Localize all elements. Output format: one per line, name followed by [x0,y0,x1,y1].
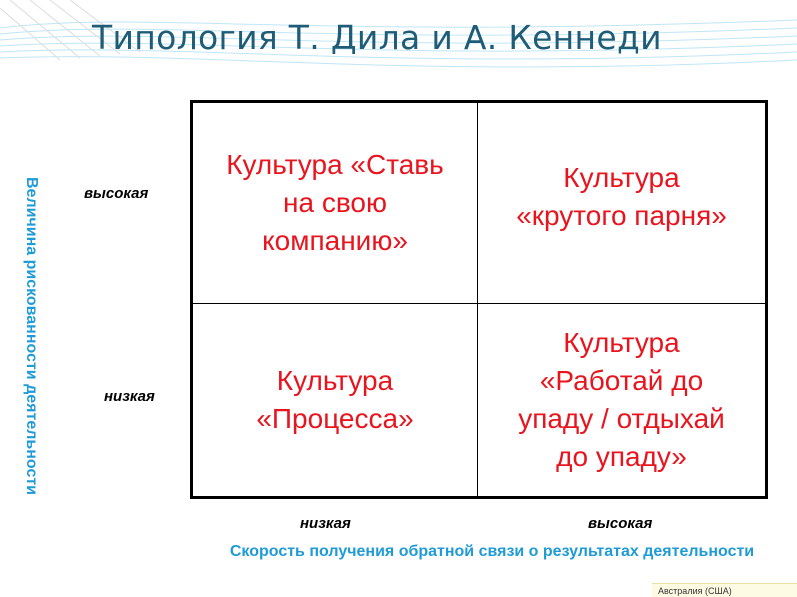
x-axis-title: Скорость получения обратной связи о результатах деятельности [229,543,755,560]
page-title: Типология Т. Дила и А. Кеннеди [92,18,662,57]
quadrant-bet-your-company [193,103,477,303]
quadrant-tough-guy [478,103,765,303]
quadrant-line: «Работай до [539,365,704,396]
quadrant-line: «Процесса» [256,403,414,434]
quadrant-line: Культура [276,365,394,396]
quadrant-line: до упаду» [556,441,687,472]
x-label-low: низкая [300,515,351,532]
typology-matrix [190,100,768,499]
y-label-high: высокая [84,185,149,202]
quadrant-line: Культура [563,162,680,193]
quadrant-line: на свою [283,187,387,218]
quadrant-line: Культура [563,327,680,358]
y-label-low: низкая [104,388,155,405]
quadrant-line: «крутого парня» [516,200,727,231]
quadrant-process [193,304,477,496]
quadrant-line: компанию» [262,225,408,256]
quadrant-line: Культура «Ставь [226,149,444,180]
y-axis-title: Величина рискованности деятельности [23,176,40,496]
quadrant-work-hard-play-hard [478,304,765,496]
footnote: Австралия (США) [652,583,797,597]
quadrant-line: упаду / отдыхай [518,403,725,434]
x-label-high: высокая [588,515,653,532]
